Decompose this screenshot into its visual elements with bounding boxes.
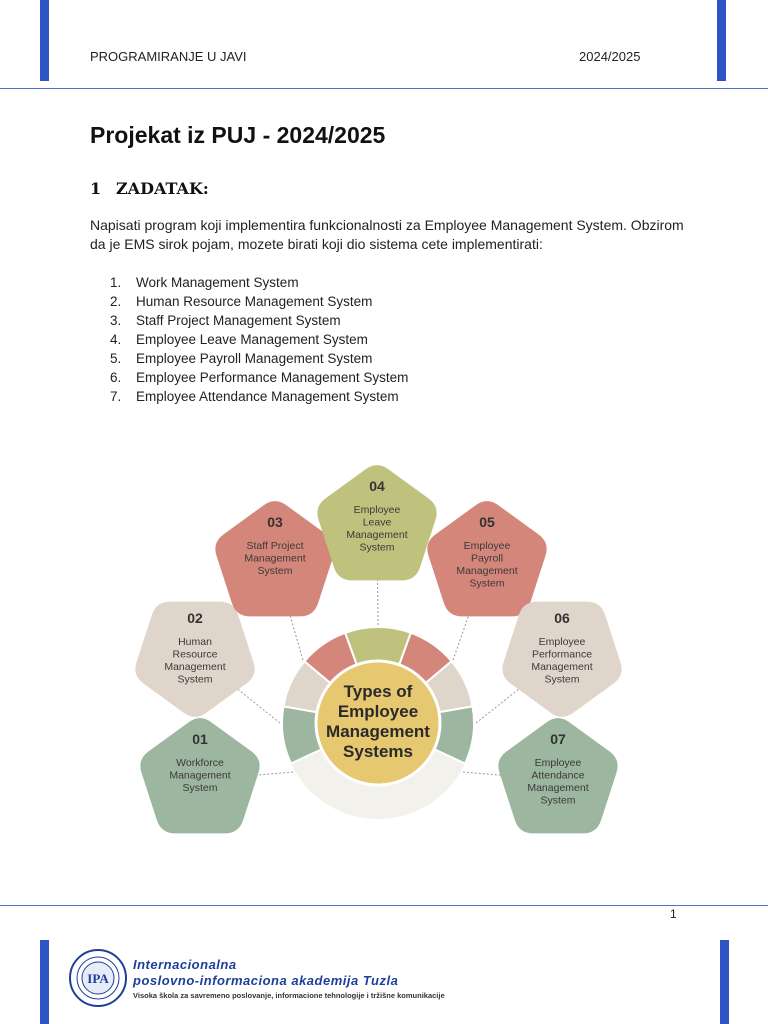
- center-title-line: Types of: [343, 682, 413, 701]
- list-item: [110, 273, 408, 292]
- node-label-line: System: [182, 782, 218, 794]
- footer-rule: [0, 905, 768, 906]
- footer-left-bar: [40, 940, 49, 1024]
- header-course: PROGRAMIRANJE U JAVI: [90, 49, 247, 64]
- node-label-line: Management: [244, 552, 306, 565]
- node-label-line: Attendance: [531, 769, 585, 782]
- list-item-number: 6.: [110, 370, 122, 385]
- node-label-line: Resource: [172, 648, 218, 661]
- node-label-line: Workforce: [176, 757, 224, 769]
- connector-line: [476, 684, 526, 723]
- intro-line-2: da je EMS sirok pojam, mozete birati koji dio sistema cete implementirati:: [90, 236, 543, 252]
- list-item-text: Human Resource Management System: [136, 294, 373, 309]
- node-label-line: Management: [169, 769, 231, 782]
- page-number: 1: [670, 907, 677, 921]
- node-number: 04: [369, 478, 385, 494]
- node-number: 05: [479, 514, 495, 530]
- list-item-text: Employee Leave Management System: [136, 332, 368, 347]
- list-item: [110, 311, 408, 330]
- node-label-line: Payroll: [470, 552, 504, 565]
- system-list: [110, 273, 408, 406]
- intro-paragraph: [90, 216, 690, 254]
- node-label-line: Employee: [353, 504, 401, 516]
- node-label-line: Employee: [538, 636, 586, 648]
- node-label-line: System: [257, 565, 293, 577]
- node-label-line: Management: [164, 661, 226, 673]
- node-number: 07: [550, 731, 566, 747]
- list-item: [110, 292, 408, 311]
- node-label-line: Leave: [362, 516, 392, 529]
- page-title: Projekat iz PUJ - 2024/2025: [90, 122, 386, 148]
- list-item-number: 1.: [110, 275, 122, 290]
- header-left-bar: [40, 0, 49, 81]
- node-label-line: Management: [346, 529, 408, 541]
- header-right-bar: [717, 0, 726, 81]
- section-number: 1: [90, 179, 102, 198]
- center-title-line: Management: [326, 722, 430, 741]
- node-label-line: Management: [527, 782, 589, 794]
- node-label-line: System: [177, 673, 213, 686]
- logo-subtitle: Visoka škola za savremeno poslovanje, informacione tehnologije i tržišne komunikacije: [133, 991, 445, 1000]
- node-label-line: System: [469, 577, 505, 590]
- list-item-number: 5.: [110, 351, 122, 366]
- center-title-line: Employee: [337, 702, 419, 721]
- list-item-number: 7.: [110, 389, 122, 404]
- section-heading: [90, 179, 209, 198]
- logo-name-line-2: poslovno-informaciona akademija Tuzla: [133, 973, 399, 988]
- node-label-line: Employee: [463, 540, 511, 552]
- list-item-text: Employee Attendance Management System: [136, 389, 399, 404]
- academy-logo: [68, 948, 128, 1008]
- logo-name-line-1: Internacionalna: [133, 957, 237, 972]
- node-label-line: Employee: [534, 757, 582, 769]
- node-label-line: Management: [531, 661, 593, 673]
- node-number: 06: [554, 610, 570, 626]
- node-label-line: System: [540, 794, 576, 807]
- list-item: [110, 368, 408, 387]
- list-item: [110, 349, 408, 368]
- node-number: 03: [267, 514, 283, 530]
- node-label-line: Management: [456, 565, 518, 577]
- list-item-number: 3.: [110, 313, 122, 328]
- list-item: [110, 330, 408, 349]
- node-label-line: Human: [178, 636, 212, 648]
- ems-types-diagram: [120, 455, 640, 855]
- node-label-line: Staff Project: [246, 540, 304, 552]
- header-year: 2024/2025: [579, 49, 641, 64]
- list-item-text: Employee Performance Management System: [136, 370, 409, 385]
- list-item: [110, 387, 408, 406]
- center-title-line: Systems: [343, 742, 413, 761]
- list-item-text: Employee Payroll Management System: [136, 351, 373, 366]
- node-label-line: System: [544, 673, 580, 686]
- logo-mark: IPA: [87, 971, 109, 986]
- list-item-number: 4.: [110, 332, 122, 347]
- node-number: 02: [187, 610, 203, 626]
- footer-right-bar: [720, 940, 729, 1024]
- intro-line-1: Napisati program koji implementira funkcionalnosti za Employee Management System. Obzirom: [90, 217, 684, 233]
- list-item-text: Staff Project Management System: [136, 313, 341, 328]
- node-label-line: Performance: [531, 648, 593, 661]
- list-item-number: 2.: [110, 294, 122, 309]
- header-rule: [0, 88, 768, 89]
- node-label-line: System: [359, 541, 395, 554]
- list-item-text: Work Management System: [136, 275, 299, 290]
- node-number: 01: [192, 731, 208, 747]
- section-heading-text: ZADATAK:: [116, 179, 209, 198]
